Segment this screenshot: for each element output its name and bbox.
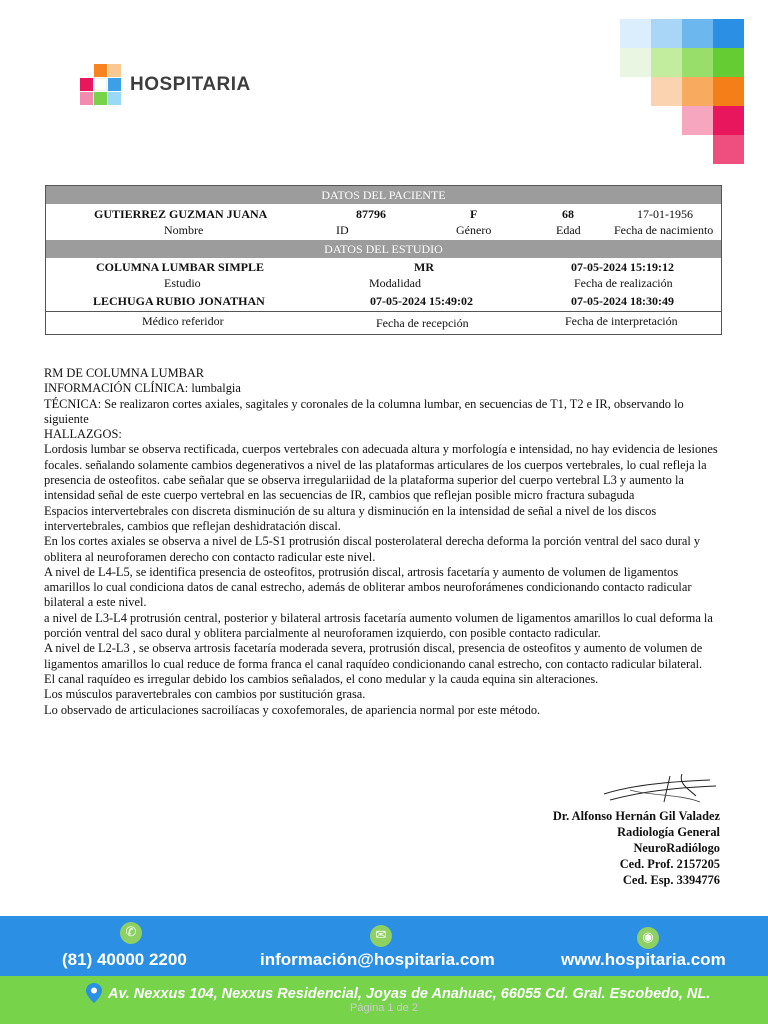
footer-phone[interactable]: (81) 40000 2200 [62,950,187,969]
footer-address: Av. Nexxus 104, Nexxus Residencial, Joyas de Anahuac, 66055 Cd. Gral. Escobedo, NL. [108,986,711,1002]
label-received-date: Fecha de recepción [376,316,469,330]
label-study: Estudio [164,276,201,290]
study-name: COLUMNA LUMBAR SIMPLE [96,260,265,274]
label-gender: Género [456,223,492,237]
label-name: Nombre [164,223,204,237]
technique: TÉCNICA: Se realizaron cortes axiales, sagitales y coronales de la columna lumbar, en secuencias de T1, T2 e IR, observando lo siguiente [44,396,684,426]
phone-icon: ✆ [120,922,142,944]
handwritten-signature [600,772,720,808]
findings-header: HALLAZGOS: [44,427,122,442]
footer-website[interactable]: www.hospitaria.com [561,950,726,969]
doctor-subspecialty: NeuroRadiólogo [633,841,720,855]
finding-paragraph: A nivel de L2-L3 , se observa artrosis facetaría moderada severa, protrusión discal, presencia de osteofitos y aumento de volumen de ligamentos amarillos lo cual reduce de forma franca el canal raquídeo condicionando canal estrecho, con contacto radicular bilateral. [44,641,703,671]
location-pin-icon [86,983,102,1003]
doctor-specialty: Radiología General [617,825,720,839]
doctor-ced-esp: Ced. Esp. 3394776 [622,873,720,887]
patient-data-table [45,185,722,335]
study-performed-date: 07-05-2024 15:19:12 [571,260,674,274]
patient-gender: F [470,207,478,221]
page-number: Página 1 de 2 [350,1002,418,1014]
patient-birth-date: 17-01-1956 [637,207,693,221]
patient-id: 87796 [356,207,386,221]
footer [0,916,768,1024]
brand-name: HOSPITARIA [130,74,251,95]
label-performed-date: Fecha de realización [574,276,673,290]
logo-mark-icon [80,64,122,106]
doctor-signature-block [553,808,720,888]
patient-section-header: DATOS DEL PACIENTE [46,186,721,204]
report-body [44,366,724,718]
decorative-mosaic [620,19,744,164]
finding-paragraph: Lordosis lumbar se observa rectificada, cuerpos vertebrales con adecuada altura y morfología e intensidad, no hay evidencia de lesiones focales. señalando solamente cambios degenerativos a nivel de las plataformas articulares de los cuerpos vertebrales, lo cual refleja la presencia de osteofitos. cabe señalar que se observa irregulariidad de la plataforma superior del cuerpo vertebral L3 y aumento la intensidad señal de este cuerpo vertebral en las secuencias de IR, cambios que reflejan posible micro fractura subaguda [44,442,718,503]
report-title: RM DE COLUMNA LUMBAR [44,366,205,380]
footer-email[interactable]: información@hospitaria.com [260,950,495,969]
label-interpreted-date: Fecha de interpretación [565,314,678,328]
referring-doctor: LECHUGA RUBIO JONATHAN [93,294,265,308]
mail-icon: ✉ [370,925,392,947]
doctor-ced-prof: Ced. Prof. 2157205 [619,857,720,871]
interpreted-date: 07-05-2024 18:30:49 [571,294,674,308]
label-modality: Modalidad [369,276,421,290]
label-id: ID [336,223,349,237]
table-divider [46,311,721,312]
study-section-header: DATOS DEL ESTUDIO [46,240,721,258]
clinical-info: INFORMACIÓN CLÍNICA: lumbalgia [44,381,241,396]
finding-paragraph: Espacios intervertebrales con discreta disminución de su altura y disminución en la intensidad de señal a nivel de los discos intervertebrales, cambios que reflejan deshidratación discal. [44,503,657,533]
finding-paragraph: A nivel de L4-L5, se identifica presencia de osteofitos, protrusión discal, artrosis facetaría y aumento de volumen de ligamentos amarillos lo cual condiciona datos de canal estrecho, además de obliterar ambos neuroforámenes condicionando contacto radicular bilateral a este nivel. [44,564,692,610]
finding-paragraph: Los músculos paravertebrales con cambios por sustitución grasa. [44,687,366,702]
label-age: Edad [556,223,581,237]
finding-paragraph: a nivel de L3-L4 protrusión central, posterior y bilateral artrosis facetaría aumento volumen de ligamentos amarillos lo cual deforma la porción ventral del saco dural y oblitera parcialmente al neuroforamen izquierdo, con posible contacto radicular. [44,610,713,641]
label-birth-date: Fecha de nacimiento [614,223,714,237]
patient-age: 68 [562,207,574,221]
study-modality: MR [414,260,434,274]
doctor-name: Dr. Alfonso Hernán Gil Valadez [552,809,720,823]
globe-icon: ◉ [637,927,659,949]
label-referring-doctor: Médico referidor [142,314,224,328]
finding-paragraph: En los cortes axiales se observa a nivel de L5-S1 protrusión discal posterolateral derecha deforma la porción ventral del saco dural y oblitera al neuroforamen derecho con contacto radicular este nivel. [44,534,701,564]
received-date: 07-05-2024 15:49:02 [370,294,473,308]
finding-paragraph: El canal raquídeo es irregular debido los cambios señalados, el cono medular y la cauda equina sin alteraciones. [44,671,599,686]
finding-paragraph: Lo observado de articulaciones sacroilíacas y coxofemorales, de apariencia normal por este método. [44,702,541,717]
hospitaria-logo [80,62,251,108]
patient-name: GUTIERREZ GUZMAN JUANA [94,207,268,221]
